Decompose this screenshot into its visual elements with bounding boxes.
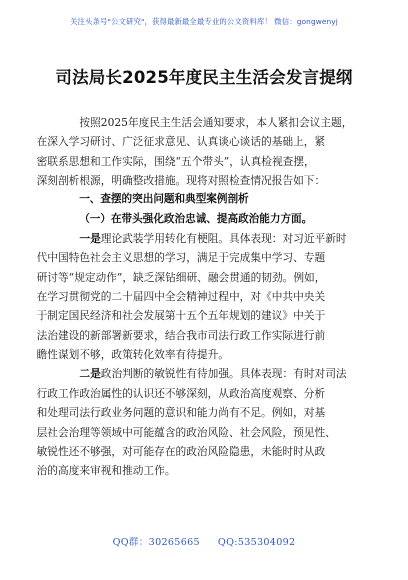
point-two-lead: 二是 (79, 367, 101, 381)
subsection-heading: （一）在带头强化政治忠诚、提高政治能力方面。 (79, 212, 313, 225)
document-title: 司法局长2025年度民主生活会发言提纲 (55, 68, 353, 87)
intro-line: 密联系思想和工作实际，围绕“五个带头”，认真检视查摆， (36, 154, 315, 168)
document-body (36, 113, 353, 481)
point-one-line: 于制定国民经济和社会发展第十五个五年规划的建议》中关于 (36, 309, 326, 323)
point-one-line: 在学习贯彻党的二十届四中全会精神过程中，对《中共中央关 (36, 290, 326, 304)
footer-contact (0, 534, 408, 548)
footer-qq-group: QQ群：30265665 (112, 537, 200, 548)
intro-line: 在深入学习研讨、广泛征求意见、认真谈心谈话的基础上，紧 (36, 135, 326, 149)
point-two-line: 敏锐性还不够强，对可能存在的政治风险隐患，未能时时从政 (36, 444, 326, 458)
point-two-first-text: 政治判断的敏锐性有待加强。具体表现：有时对司法 (100, 367, 347, 381)
footer-qq: QQ:535304092 (217, 537, 296, 548)
point-one-line: 法治建设的新部署新要求，结合我市司法行政工作实际进行前 (36, 328, 326, 342)
intro-line: 深刻剖析根源，明确整改措施。现将对照检查情况报告如下： (36, 174, 326, 188)
point-one-paragraph (36, 229, 350, 364)
intro-line: 按照2025年度民主生活会通知要求，本人紧扣会议主题， (79, 116, 353, 129)
point-two-line: 层社会治理等领域中可能蕴含的政治风险、社会风险，预见性、 (36, 425, 336, 439)
point-two-line: 行政工作政治属性的认识还不够深刻，从政治高度观察、分析 (36, 386, 326, 400)
header-promo-note: 关注头条号"公文研究"，获得最新最全最专业的公文资料库！ 微信：gongwenyj (70, 17, 338, 26)
point-two-first-line (58, 364, 350, 383)
point-one-first-text: 理论武装学用转化有梗阻。具体表现：对习近平新时 (100, 232, 347, 246)
point-one-line: 研讨等“规定动作”，缺乏深钻细研、融会贯通的韧劲。例如， (36, 270, 326, 284)
intro-paragraph (36, 113, 353, 190)
point-one-line: 代中国特色社会主义思想的学习，满足于完成集中学习、专题 (36, 251, 326, 265)
point-two-line: 和处理司法行政业务问题的意识和能力尚有不足。例如，对基 (36, 406, 326, 420)
point-one-first-line (58, 229, 350, 248)
point-one-lead: 一是 (79, 232, 101, 246)
point-two-line: 治的高度来审视和推动工作。 (36, 464, 176, 478)
point-two-paragraph (36, 364, 350, 480)
point-one-line: 瞻性谋划不够，政策转化效率有待提升。 (36, 348, 229, 362)
section-heading: 一、查摆的突出问题和典型案例剖析 (79, 193, 249, 206)
